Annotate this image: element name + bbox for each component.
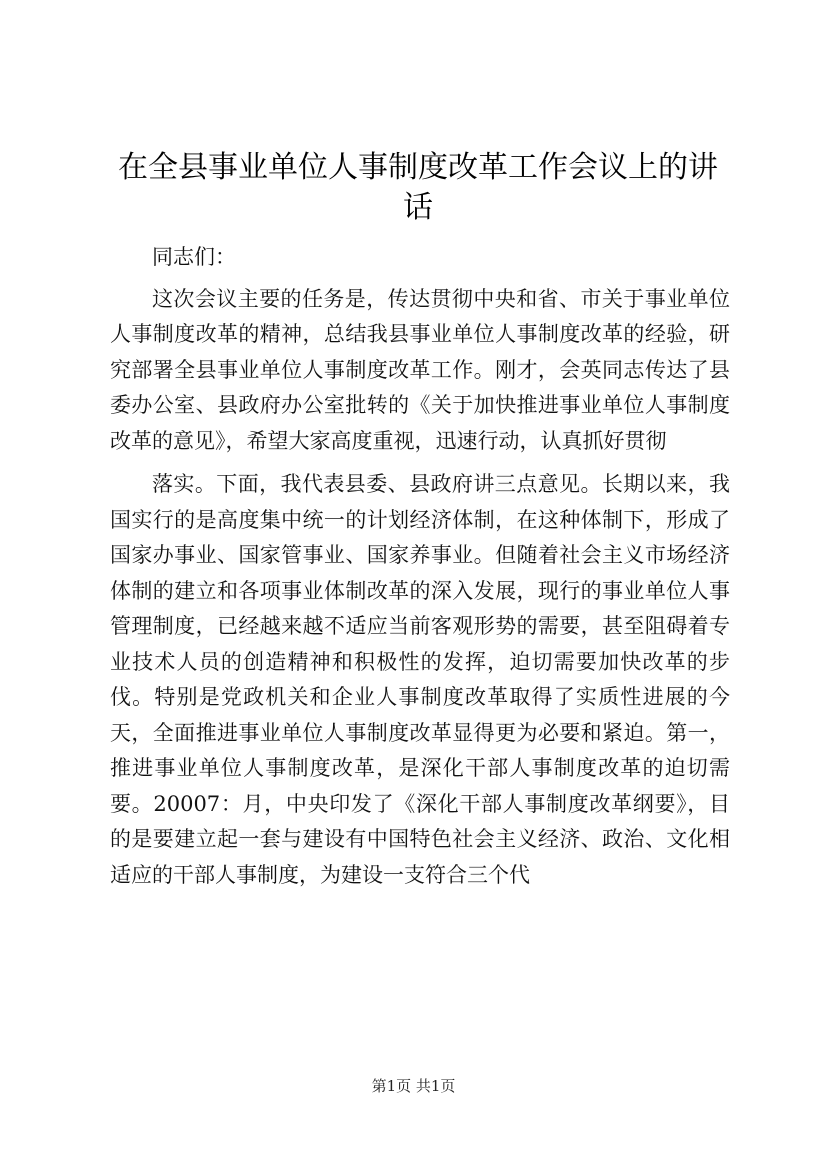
document-body bbox=[110, 240, 730, 893]
body-paragraph: 这次会议主要的任务是，传达贯彻中央和省、市关于事业单位人事制度改革的精神，总结我县事业单位人事制度改革的经验，研究部署全县事业单位人事制度改革工作。刚才，会英同志传达了县委办公室、县政府办公室批转的《关于加快推进事业单位人事制度改革的意见》，希望大家高度重视，迅速行动，认真抓好贯彻 bbox=[110, 286, 730, 453]
salutation-paragraph: 同志们： bbox=[152, 245, 236, 269]
page-number-footer: 第1页 共1页 bbox=[371, 1077, 456, 1095]
document-title: 在全县事业单位人事制度改革工作会议上的讲话 bbox=[118, 150, 718, 225]
body-paragraph: 落实。下面，我代表县委、县政府讲三点意见。长期以来，我国实行的是高度集中统一的计划经济体制，在这种体制下，形成了国家办事业、国家管事业、国家养事业。但随着社会主义市场经济体制的建立和各项事业体制改革的深入发展，现行的事业单位人事管理制度，已经越来越不适应当前客观形势的需要，甚至阻碍着专业技术人员的创造精神和积极性的发挥，迫切需要加快改革的步伐。特别是党政机关和企业人事制度改革取得了实质性进展的今天，全面推进事业单位人事制度改革显得更为必要和紧迫。第一，推进事业单位人事制度改革，是深化干部人事制度改革的迫切需要。20007：月，中央印发了《深化干部人事制度改革纲要》，目的是要建立起一套与建设有中国特色社会主义经济、政治、文化相适应的干部人事制度，为建设一支符合三个代 bbox=[110, 472, 730, 887]
